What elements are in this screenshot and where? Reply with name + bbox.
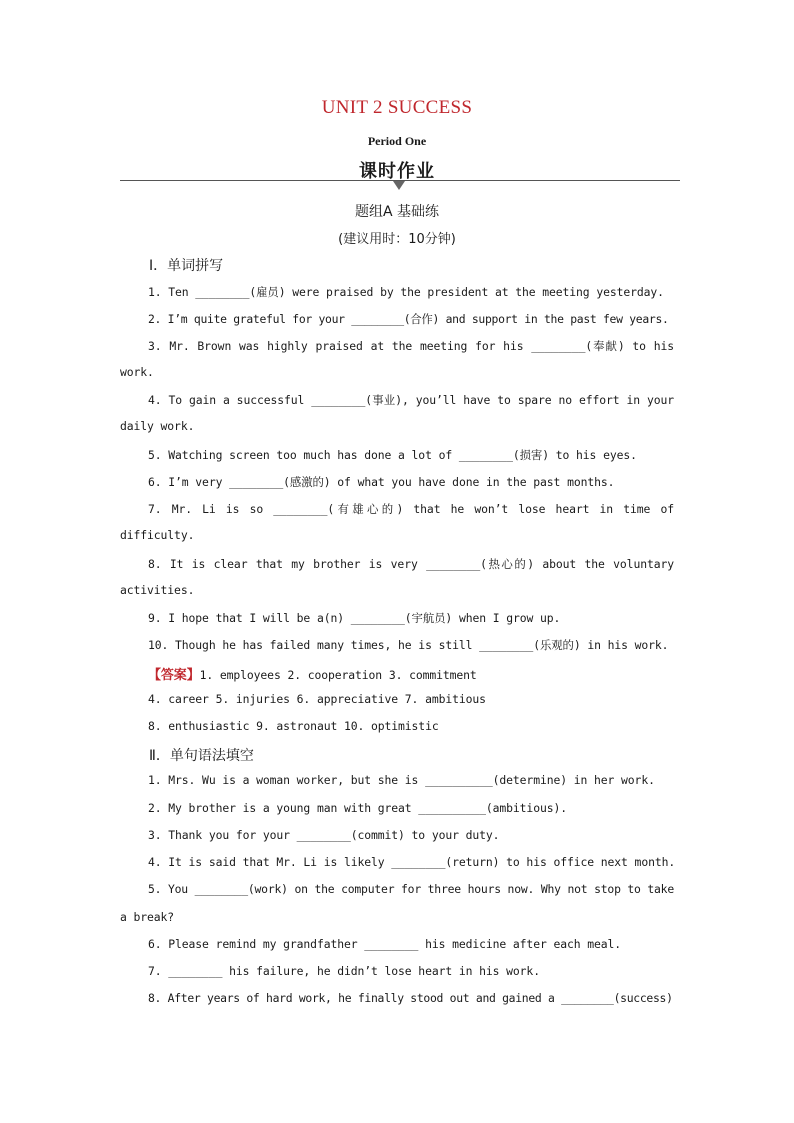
section-2-heading: Ⅱ．单句语法填空 (149, 748, 254, 764)
question-line-continued: difficulty. (120, 528, 195, 542)
question-line-continued: a break? (120, 910, 175, 924)
question-line: 6. I’m very ________(感激的) of what you have done in the past months. (148, 475, 615, 489)
question-line: 5. You ________(work) on the computer for three hours now. Why not stop to take (148, 882, 674, 896)
question-line: 10. Though he has failed many times, he is still ________(乐观的) in his work. (148, 638, 669, 652)
answer-line: 4. career 5. injuries 6. appreciative 7. ambitious (148, 692, 486, 706)
question-line: 1. Mrs. Wu is a woman worker, but she is __________(determine) in her work. (148, 773, 655, 787)
group-title: 题组A 基础练 (354, 204, 440, 220)
section-1-heading: Ⅰ．单词拼写 (149, 258, 224, 274)
question-line: 7. Mr. Li is so ________(有雄心的) that he won’t lose heart in time of (148, 502, 674, 516)
question-line-continued: activities. (120, 583, 195, 597)
question-line: 8. After years of hard work, he finally stood out and gained a ________(success) (148, 991, 673, 1005)
suggested-time: (建议用时：10分钟) (338, 232, 456, 247)
answer-text: 1. employees 2. cooperation 3. commitment (199, 668, 477, 682)
question-line-continued: daily work. (120, 419, 195, 433)
question-line: 4. To gain a successful ________(事业), you’ll have to spare no effort in your (148, 393, 674, 407)
question-line: 7. ________ his failure, he didn’t lose heart in his work. (148, 964, 540, 978)
period-label: Period One (367, 134, 427, 148)
question-line: 5. Watching screen too much has done a lot of ________(损害) to his eyes. (148, 448, 637, 462)
question-line: 8. It is clear that my brother is very ________(热心的) about the voluntary (148, 557, 674, 571)
question-line: 2. I’m quite grateful for your ________(合作) and support in the past few years. (148, 312, 669, 326)
question-line-continued: work. (120, 365, 154, 379)
answer-line: 8. enthusiastic 9. astronaut 10. optimistic (148, 719, 439, 733)
answer-label: 【答案】 (148, 668, 200, 683)
homework-title: 课时作业 (359, 161, 435, 182)
question-line: 9. I hope that I will be a(n) ________(宇航员) when I grow up. (148, 611, 561, 625)
question-line: 4. It is said that Mr. Li is likely ________(return) to his office next month. (148, 855, 676, 869)
unit-title: UNIT 2 SUCCESS (321, 97, 473, 118)
answer-line (148, 664, 674, 683)
triangle-down-icon (393, 181, 405, 190)
question-line: 2. My brother is a young man with great __________(ambitious). (148, 801, 567, 815)
question-line: 6. Please remind my grandfather ________ his medicine after each meal. (148, 937, 622, 951)
question-line: 1. Ten ________(雇员) were praised by the president at the meeting yesterday. (148, 285, 664, 299)
question-line: 3. Mr. Brown was highly praised at the meeting for his ________(奉献) to his (148, 339, 674, 353)
question-line: 3. Thank you for your ________(commit) to your duty. (148, 828, 500, 842)
